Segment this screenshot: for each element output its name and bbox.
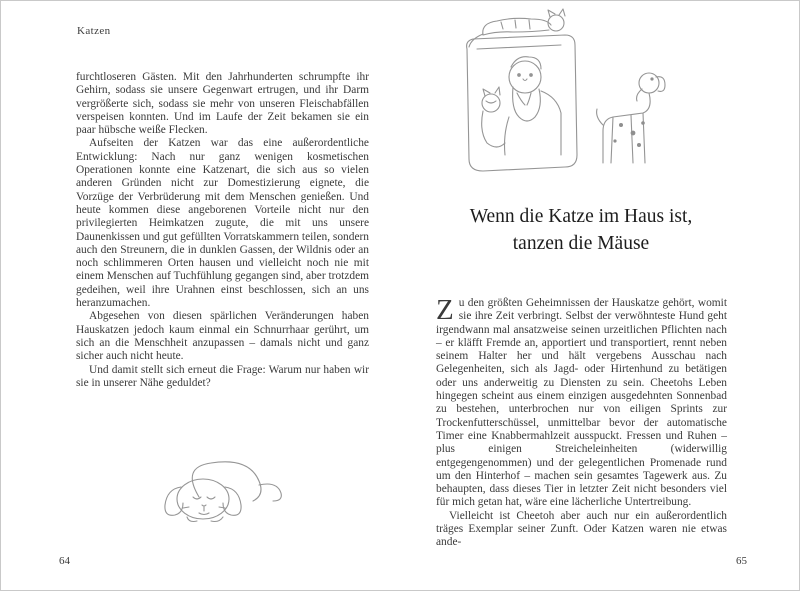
running-header: Katzen (77, 25, 111, 37)
illustration-sleeping-cat (141, 437, 296, 532)
body-paragraph: Und damit stellt sich erneut die Frage: Warum nur haben wir sie in unserer Nähe geduldet? (76, 363, 369, 389)
chapter-title-line1: Wenn die Katze im Haus ist, (469, 206, 693, 227)
left-page-text-column (76, 71, 369, 390)
chapter-title-line2: tanzen die Mäuse (512, 233, 650, 254)
paragraph-text: u den größten Geheimnissen der Hauskatze gehört, womit sie ihre Zeit verbringt. Selbst der verwöhnteste Hund geht irgendwann mal ansatzweise seinen urzeitlichen Pflichten nach – er kläfft Fremde an, apportiert und transportiert, rennt neben seinem Halter her und hält vergebens Ausschau nach Gelegenheiten, sich als Jagd- oder Hirtenhund zu betätigen oder uns anderweitig zu Diensten zu sein. Cheetohs Leben hingegen scheint aus einem einzigen ausgedehnten Sonnenbad zu bestehen, unterbrochen nur von eiligen Sprints zur Trockenfutterschüssel, unmittelbar bevor der automatische Timer eine Knabbermahlzeit ausspuckt. Fressen und Ruhen – plus einigen Streicheleinheiten (widerwillig entgegengenommen) und der gelegentlichen Promenade rund um den Hinterhof – machen sein gesamtes Tagewerk aus. Zu behaupten, dass dieses Tier in letzter Zeit nicht besonders viel für mich getan hat, wäre eine lächerliche Untertreibung. (436, 297, 727, 509)
illustration-man-with-cats-and-dog (453, 5, 693, 190)
drop-cap: Z (436, 294, 454, 326)
body-paragraph (436, 294, 727, 510)
page-number-left: 64 (59, 555, 70, 567)
chapter-title (416, 203, 746, 257)
body-paragraph: furchtloseren Gästen. Mit den Jahrhunderten schrumpfte ihr Gehirn, sodass sie unsere Gegenwart ertrugen, und ihr Darm vergrößerte sich, sodass sie mehr von unseren Fleischabfällen verspeisen konnten. Und im Laufe der Zeit bekamen sie ein paar hübsche weiße Flecken. (76, 71, 369, 137)
body-paragraph: Aufseiten der Katzen war das eine außerordentliche Entwicklung: Nach nur ganz wenigen kosmetischen Operationen konnte eine Katzenart, die sich aus so vielen anderen Gründen nicht zur Domestizierung eignete, die Vorzüge der Verbrüderung mit dem Menschen genießen. Und heute kommen diese angeborenen Vorteile nicht nur den privilegierten Heimkatzen zugute, die mit uns unsere Daunenkissen und gut gefüllten Vorratskammern teilen, sondern auch den Streunern, die in dunklen Gassen, der Wildnis oder an noch schlimmeren Orten hausen und vielleicht noch nie mit einem Menschen auf Tuchfühlung gegangen sind, aber trotzdem gedeihen, weil ihre Urahnen einst beschlossen, sich an uns heranzumachen. (76, 137, 369, 310)
body-paragraph: Vielleicht ist Cheetoh aber auch nur ein außerordentlich träges Exemplar seiner Zunft. Oder Katzen waren nie etwas ande- (436, 509, 727, 549)
body-paragraph: Abgesehen von diesen spärlichen Veränderungen haben Hauskatzen jedoch kaum einmal ein Schnurrhaar gerührt, um sich an die Menschheit anzupassen – damals nicht und ganz sicher auch nicht heute. (76, 310, 369, 363)
right-page-text-column (436, 294, 727, 550)
page-number-right: 65 (736, 555, 747, 567)
